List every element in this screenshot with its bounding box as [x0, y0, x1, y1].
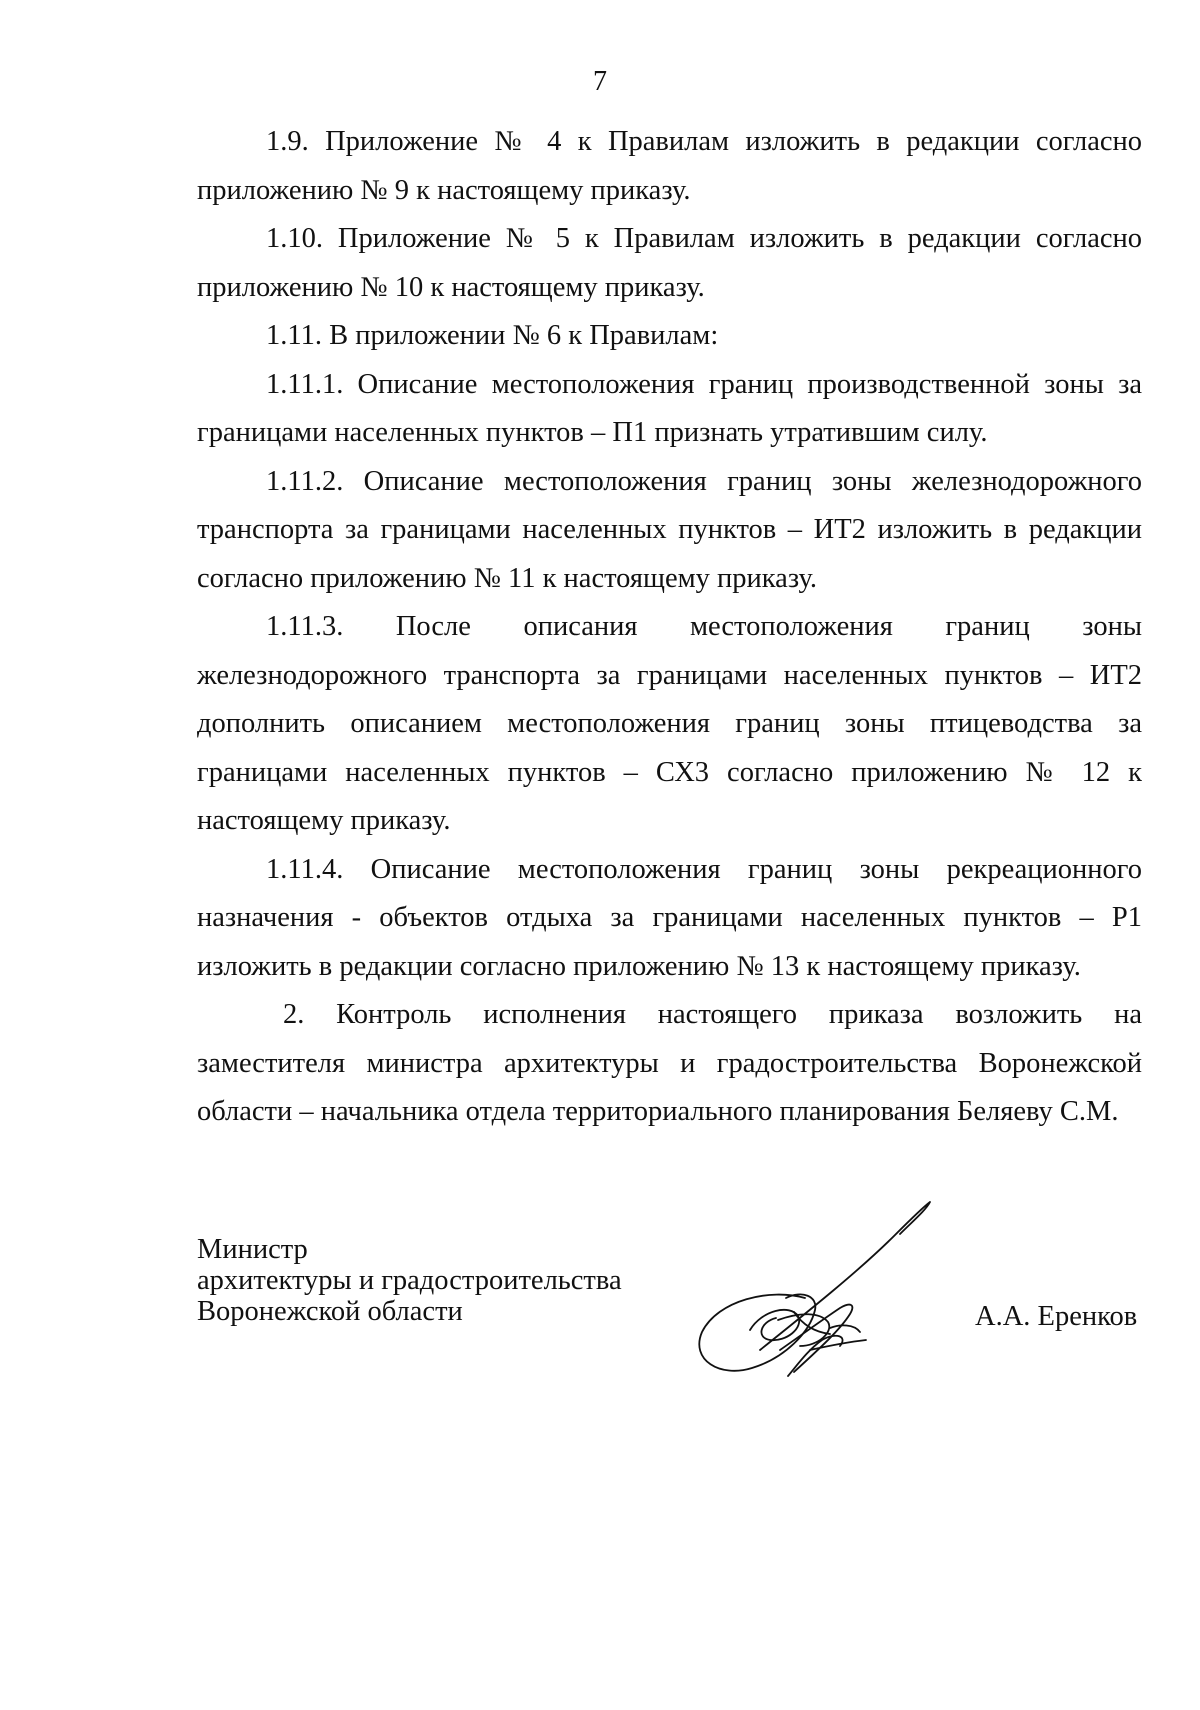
signer-position-line-2: архитектуры и градостроительства — [197, 1265, 622, 1296]
paragraph-1-11-4: 1.11.4. Описание местоположения границ зоны рекреационного назначения - объектов отдыха за границами населенных пунктов – Р1 изложить в редакции согласно приложению № 13 к настоящему приказу. — [197, 853, 1142, 982]
handwritten-signature — [690, 1200, 980, 1400]
paragraph-1-9: 1.9. Приложение № 4 к Правилам изложить в редакции согласно приложению № 9 к настоящему приказу. — [197, 126, 1142, 206]
signer-position — [197, 1234, 622, 1327]
paragraph-1-11: 1.11. В приложении № 6 к Правилам: — [266, 320, 719, 351]
paragraph-1-11-3: 1.11.3. После описания местоположения границ зоны железнодорожного транспорта за границами населенных пунктов – ИТ2 дополнить описанием местоположения границ зоны птицеводства за границами населенных пунктов – СХ3 согласно приложению № 12 к настоящему приказу. — [197, 611, 1142, 836]
document-body — [197, 118, 1142, 1137]
paragraph-1-11-1: 1.11.1. Описание местоположения границ производственной зоны за границами населенных пунктов – П1 признать утратившим силу. — [197, 368, 1142, 448]
paragraph-2: 2. Контроль исполнения настоящего приказа возложить на заместителя министра архитектуры и градостроительства Воронежской области – начальника отдела территориального планирования Беляеву С.М. — [197, 999, 1142, 1127]
paragraph-1-10: 1.10. Приложение № 5 к Правилам изложить в редакции согласно приложению № 10 к настоящему приказу. — [197, 223, 1142, 303]
paragraph-1-11-2: 1.11.2. Описание местоположения границ зоны железнодорожного транспорта за границами населенных пунктов – ИТ2 изложить в редакции согласно приложению № 11 к настоящему приказу. — [197, 465, 1142, 594]
signer-position-line-1: Министр — [197, 1234, 308, 1265]
signer-name: А.А. Еренков — [975, 1301, 1138, 1332]
page-number: 7 — [593, 66, 607, 97]
signer-position-line-3: Воронежской области — [197, 1296, 463, 1327]
